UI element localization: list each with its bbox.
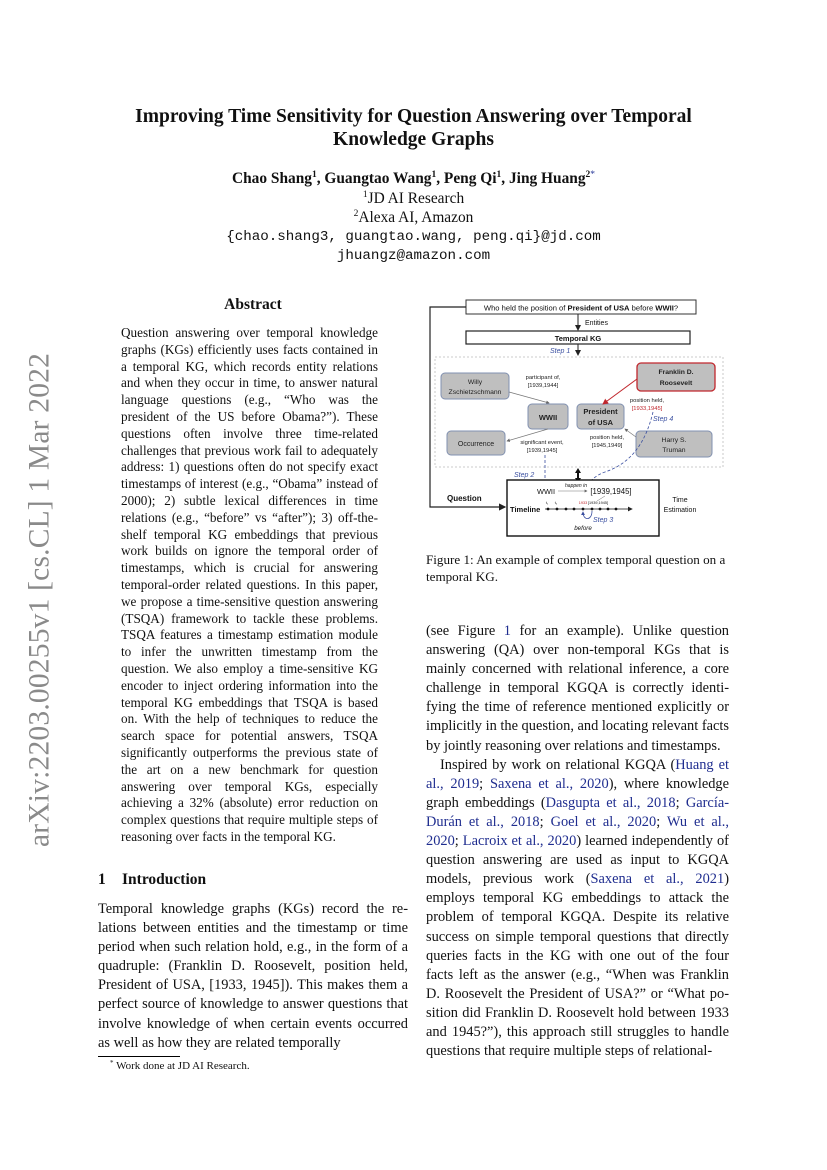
t1-label: t₁ [545, 501, 549, 505]
edge-truman-rel: position held, [589, 435, 625, 441]
node-willy-line1: Willy [467, 379, 483, 386]
figure-1-reference-link[interactable]: 1 [503, 623, 511, 639]
title-line-1: Improving Time Sensitivity for Question Answering over Temporal [135, 106, 692, 127]
timeline-point [591, 508, 594, 511]
introduction-right-column [426, 622, 729, 1061]
t2-label: t₂ [554, 501, 558, 505]
affiliation-mark: 1 [311, 170, 317, 180]
affiliation-1 [100, 189, 727, 209]
figure-1-caption: Figure 1: An example of complex temporal question on a temporal KG. [426, 552, 726, 584]
temporal-kg-label: Temporal KG [554, 334, 602, 343]
author-names: Chao Shang$^1$, Guangtao Wang$^1$, Peng Qi$^1$, Jing Huang$^{2*}$ [231, 170, 596, 187]
text-span: ; [479, 775, 490, 792]
citation-link[interactable]: Huang et al., 2019 [426, 756, 729, 792]
intro-paragraph-2 [426, 756, 729, 1062]
affiliation-number: 1 [362, 189, 368, 200]
text-span: ; [656, 813, 667, 830]
title-line-2: Knowledge Graphs [333, 129, 494, 150]
abstract-body: Question answering over temporal knowledge graphs (KGs) efficiently uses facts contained in a temporal KG, which records entity relations and when they occur in time, to answer natural language questions (e.g., “Who was the president of the US before Obama?”). These questions often involve three time-related challenges that previous work fail to adequately address: 1) questions often do not specify exact timestamps of interest (e.g., “Obama” instead of 2000); 2) subtle lexical differences in time relations (e.g., “before” vs “after”); 3) off-the-shelf temporal KG embeddings that previous work builds on ignore the temporal order of timestamps, which is crucial for answering temporal-order related questions. In this paper, we propose a time-sensitive question answering (TSQA) framework to tackle these problems. TSQA features a timestamp estimation module to infer the unwritten timestamp from the question. We also employ a time-sensitive KG encoder to inject ordering information into the temporal KG embeddings that TSQA is based on. With the help of techniques to reduce the search space for potential answers, TSQA significantly outperforms the previous state of the art on a new benchmark for question answering over temporal KGs, especially achieving a 32% (absolute) error reduction on complex questions that require multiple steps of reasoning over facts in the temporal KG. [121, 325, 378, 844]
citation-link[interactable]: Saxena et al., 2020 [489, 775, 609, 792]
text-span: (see Figure [426, 623, 504, 639]
edge-significant-time: [1939,1945] [526, 448, 558, 454]
text-span: ) learned independently of question answering are used as input to KGQA models, previous work ( [426, 833, 729, 888]
arxiv-identifier-text: arXiv:2203.00255v1 [cs.CL] 1 Mar 2022 [23, 352, 56, 847]
footnote-divider [98, 1056, 180, 1057]
affiliation-mark: 2 [585, 170, 591, 180]
figure-1-diagram [425, 297, 735, 542]
footnote-text: Work done at JD AI Research. [116, 1060, 250, 1072]
timeline-wwii-label: WWII [536, 487, 556, 496]
figure-1 [425, 297, 735, 542]
introduction-left-paragraph: Temporal knowledge graphs (KGs) record the relations between entities and the timestamp or time period when such relation hold, e.g., in the form of a quadruple: (Franklin D. Roosevelt, position held, President of USA, [1933, 1945]). This makes them a perfect source of knowledge to answer questions that involve knowledge of when certain events occurred as well as how they are related temporally [98, 901, 408, 1051]
timeline-point [599, 508, 602, 511]
affiliation-2 [100, 208, 727, 228]
step1-label: Step 1 [550, 348, 571, 355]
node-truman-line2: Truman [662, 447, 686, 454]
author-block [100, 169, 727, 267]
small-interval-label: [1939,1945] [587, 501, 609, 505]
year-1933-label: 1933 [578, 501, 588, 505]
timeline-point [565, 508, 568, 511]
citation-link[interactable]: Lacroix et al., 2020 [462, 833, 577, 850]
happen-in-label: happen in [565, 483, 587, 489]
question-label: Question [447, 494, 482, 503]
timeline-point [547, 508, 550, 511]
step3-label: Step 3 [593, 517, 614, 524]
affiliation-number: 2 [353, 209, 359, 219]
author-name: Peng Qi [443, 170, 497, 187]
email-line-2: jhuangz@amazon.com [336, 248, 491, 264]
author-name: Jing Huang [508, 170, 586, 187]
text-span: ; [539, 813, 551, 830]
author-name: Guangtao Wang [324, 170, 432, 187]
intro-paragraph-1 [426, 622, 729, 756]
edge-fdr-rel: position held, [629, 398, 665, 404]
affiliation-mark: 1 [431, 170, 437, 180]
section-heading-introduction [98, 871, 206, 889]
edge-significant-rel: significant event, [520, 440, 564, 446]
edge-participant-time: [1939,1944] [527, 383, 559, 389]
node-willy-line2: Zschietzschmann [448, 389, 502, 396]
timeline-point [573, 508, 576, 511]
before-label: before [574, 525, 592, 532]
citation-link[interactable]: Saxena et al., 2021 [590, 871, 725, 888]
timeline-point [607, 508, 610, 511]
text-span: Inspired by work on relational KGQA ( [440, 756, 676, 773]
node-fdr-line2: Roosevelt [659, 380, 693, 387]
citation-link[interactable]: Wu et al., 2020 [426, 813, 729, 850]
timeline-point [582, 508, 585, 511]
footnote-mark: * [110, 1059, 114, 1067]
affiliation-name: Alexa AI, Amazon [358, 209, 474, 226]
citation-link[interactable]: Goel et al., 2020 [550, 813, 657, 830]
step2-label: Step 2 [514, 472, 535, 479]
node-truman-line1: Harry S. [661, 437, 687, 444]
node-fdr-line1: Franklin D. [658, 369, 694, 376]
time-estimation-line2: Estimation [663, 507, 697, 514]
node-occurrence-label: Occurrence [457, 441, 495, 448]
node-president-line2: of USA [588, 418, 613, 427]
timeline-point [556, 508, 559, 511]
affiliation-name: JD AI Research [367, 189, 465, 207]
text-span: ) employs temporal KG embeddings to attack the problem of temporal KGQA. Despite its relative success on simple temporal questions that directly queries facts in the KG with one out of the four facts left as the answer (e.g., “When was Franklin D. Roosevelt the President of USA?” or “What position did Franklin D. Roosevelt hold between 1933 and 1945?”), this approach still struggles to handle questions that require multiple steps of relational- [426, 871, 729, 1060]
section-number: 1 [98, 871, 106, 888]
time-estimation-line1: Time [672, 497, 688, 504]
entities-label: Entities [585, 320, 608, 327]
text-span: for an example). Unlike question answering (QA) over non-temporal KGs that is mainly concerned with relational inference, a core challenge in temporal KGQA is correctly identifying the time of reference mentioned explicitly or implicitly in the question, and locating relevant facts by jointly reasoning over relations and timestamps. [426, 623, 729, 754]
author-name: Chao Shang [231, 170, 312, 187]
edge-truman-time: [1945,1949] [591, 443, 623, 449]
node-wwii-label: WWII [538, 413, 558, 422]
timeline-point [615, 508, 618, 511]
email-line-1: {chao.shang3, guangtao.wang, peng.qi}@jd.com [226, 228, 601, 245]
arxiv-identifier-stamp [18, 352, 62, 847]
node-president-line1: President [583, 407, 618, 416]
timeline-label: Timeline [510, 505, 541, 514]
abstract-heading: Abstract [224, 296, 282, 313]
citation-link[interactable]: García-Durán et al., 2018 [426, 794, 729, 830]
paper-title [100, 105, 727, 151]
edge-participant [509, 392, 549, 403]
step4-label: Step 4 [653, 416, 674, 423]
footnote-link[interactable]: * [590, 170, 596, 180]
text-span: ), where knowledge graph embeddings ( [426, 775, 729, 811]
edge-fdr-time: [1933,1945] [631, 406, 663, 412]
affiliation-mark: 1 [496, 170, 502, 180]
footnote [110, 1059, 250, 1072]
estimated-interval: [1939,1945] [590, 487, 632, 496]
edge-participant-rel: participant of, [525, 375, 561, 381]
citation-link[interactable]: Dasgupta et al., 2018 [545, 794, 676, 811]
text-span: ; [454, 833, 463, 850]
question-text: Who held the position of President of USA before WWII? [483, 303, 679, 313]
edge-truman-position [625, 429, 636, 437]
section-title: Introduction [122, 871, 207, 888]
text-span: ; [675, 794, 686, 811]
